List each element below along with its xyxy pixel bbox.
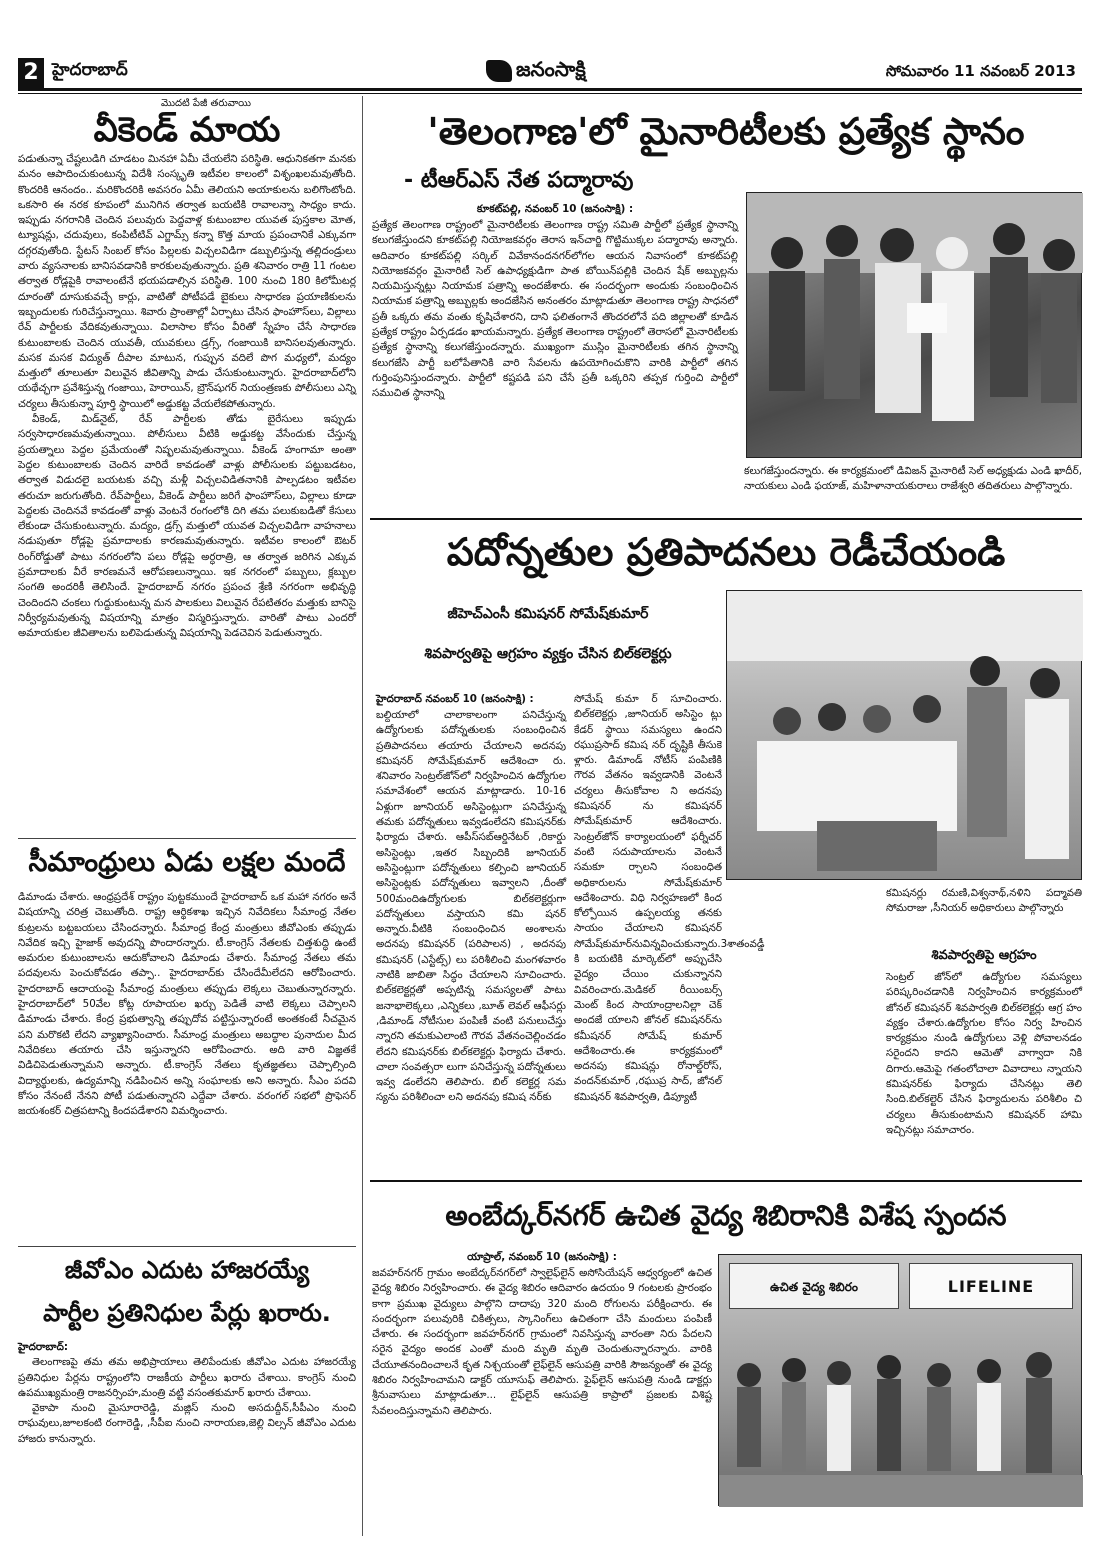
masthead-date: సోమవారం 11 నవంబర్ 2013 bbox=[885, 62, 1076, 80]
promotion-col-2a bbox=[574, 692, 765, 1103]
camp-article bbox=[372, 1266, 712, 1510]
camp-body: జవహర్‌నగర్ గ్రామం అంబేద్కర్‌నగర్‌లో స్వాలైఫ్‌లైన్ అసోసియేషన్ ఆధ్వర్యంలో ఉచిత వైద్య శిబిరం నిర్వహించారు. ఈ వైద్య శిబిరం ఆదివారం ఉదయం 9 గంటలకు ప్రారంభం కాగా ప్రముఖ వైద్యులు పాల్గొని దాదాపు 320 మంది రోగులను పరీక్షించారు. ఈ సందర్భంగా పలువురికి చికిత్సలు, స్కానింగ్‌లు ఉచితంగా చేసి మందులు పంపిణీ చేశారు. ఈ సందర్భంగా జవహర్‌నగర్ గ్రామంలో నివసిస్తున్న వారంతా నిరు పేదలని సరైన వైద్యం అందక ఎంతో మంది మృతి మృతి చెందుతున్నారన్నారు. వారికి చేయూతనందించాలనే కృత నిశ్చయంతో లైఫ్‌లైన్ ఆసుపత్రి వారికి సౌజన్యంతో ఈ వైద్య శిబిరం నిర్వహించామని డాక్టర్ యూసుఫ్ తెలిపారు. ఫైఫ్‌లైన్ ఆసుపత్రి నుండి డాక్టర్లు శ్రీనువాసులు మాట్లాడుతూ... లైఫ్‌లైన్ ఆసుపత్రి కాప్రాలో ప్రజలకు విశిష్ట సేవలందిస్తున్నామని తెలిపారు. bbox=[372, 1267, 712, 1417]
masthead-rule-thin bbox=[18, 93, 1082, 94]
gom-para-1: తెలంగాణపై తమ తమ అభిప్రాయాలు తెలిపేందుకు జీవోఎం ఎదుట హాజరయ్యే ప్రతినిధుల పేర్లను రాష్ట్రంలోని రాజకీయ పార్టీలు ఖరారు చేశాయి. కాంగ్రెస్ నుంచి ఉపముఖ్యమంత్రి రాజనర్సింహ,మంత్రి వట్టి వసంతకుమార్ ఖరారు చేశాయి. bbox=[18, 1356, 356, 1399]
masthead-rule bbox=[18, 88, 1082, 91]
seemandhra-para: డిమాండు చేశారు. ఆంధ్రప్రదేశ్ రాష్ట్రం పుట్టకముందే హైదరాబాద్ ఒక మహా నగరం అనే విషయాన్ని చరిత్ర చెబుతోంది. రాష్ట్ర ఆర్థికశాఖ ఇచ్చిన నివేదికలు సీమాంధ్ర నేతల కుట్రలను బట్టబయలు చేసిందన్నారు. సీమాంధ్ర కేంద్ర మంత్రులు జీవోఎంకు తప్పుడు నివేదిక ఇచ్చి హైజాక్ అవుదన్ని పొందారన్నారు. టీ.కాంగ్రెస్ నేతలకు చిత్తశుద్ధి ఉంటే అమరుల కుటుంబాలను ఆదుకోవాలని డిమాండు చేశారు. సీమాంధ్ర నేతలు తమ పదవులను పెంచుకోవడం తప్పా.. హైదరాబాద్‌కు చేసిందేమీలేదని ఆరోపించారు. హైదరాబాద్ ఆదాయంపై సీమాంధ్ర మంత్రులు తప్పుడు లెక్కలు చెబుతున్నారన్నారు. హైదరాబాద్‌లో 50వేల కోట్ల రూపాయల ఖర్చు పెడితే వాటి లెక్కలు చెప్పాలని డిమాండు చేశారు. కేంద్ర ప్రభుత్వాన్ని తప్పుదోవ పట్టిస్తున్నారంటే అంతకంటే నీచమైన పని మరొకటి లేదని వ్యాఖ్యానించారు. సీమాంధ్ర మంత్రులు అబద్ధాల పునాదుల మీద నివేదికలు తయారు చేసి ఇస్తున్నారని ఆరోపించారు. అది వారి విజ్ఞతకే విడిచిపెడుతున్నామని అన్నారు. టీ.కాంగ్రెస్ నేతలు కృతజ్ఞతలు చెప్పాల్సింది విద్యార్థులకు, ఉద్యమాన్ని నడిపించిన అన్ని సంఘాలకు అని అన్నారు. సీఎం పదవి కోసం నేనంటే నేనని పోటీ పడుతున్నారని ఎద్దేవా చేశారు. వరంగల్ సభలో ప్రొఫెసర్ జయశంకర్ చిత్రపటాన్ని కిందపడేశారని విమర్శించారు. bbox=[18, 891, 356, 1118]
promotion-col-2-text: సోమేష్ కుమా ర్ సూచించారు. బిల్‌కలెక్టర్లు ,జూనియర్ అసిస్టెం ట్లు కేడర్ స్థాయి సమస్యలు ఉందని రఘుప్రసాద్ కమిష నర్ దృష్టికి తీసుకె ళ్లారు. డిమాండ్ నోటీస్ పంపిణికి గౌరవ వేతనం ఇవ్వడానికి వెంటనే చర్యలు తీసుకోవాల ని అదనపు కమిషనర్ ను కమిషనర్ సోమేష్‌కుమార్ ఆదేశించారు. సెంట్రల్‌జోన్ కార్యాలయంలో ఫర్నీచర్ వంటి సదుపాయాలను వెంటనే సమకూ ర్చాలని సంబంధిత అధికారులను సోమేష్‌కుమార్ ఆదేశించారు. విధి నిర్వహణలో కింద కోల్పోయిన ఉప్పలయ్య తనకు సాయం చేయాలని కమిషనర్ సోమేష్‌కుమార్‌నువిన్నవించుకున్నారు.3శాతంవడ్డీ కి బయటికి మార్కెట్‌లో అప్పుచేసి వైద్యం చేయిం చుకున్నానని వివరించారు.మెడికల్ రీయింబర్స్ మెంట్ కింద సాయాంద్రాలనిల్లా చెక్ అందజే యాలని జోనల్ కమిషనర్‌ను కమీషనర్ సోమేష్ కుమార్ ఆదేశించారు.ఈ కార్యక్రమంలో అదనపు కమిషన్లు రోనాల్డ్‌రోస్, వందన్‌కుమార్ ,రఘుప్ర సాద్, జోనల్ కమిషనర్ శివపార్వతి, డిప్యూటీ bbox=[574, 693, 765, 1103]
camp-dateline-row bbox=[372, 1250, 712, 1265]
seemandhra-headline: సీమాంధ్రులు ఏడు లక్షల మందే bbox=[28, 847, 346, 878]
gom-article bbox=[18, 1340, 356, 1500]
logo-text: జనంసాక్షి bbox=[516, 56, 586, 81]
gom-para-2: వైకాపా నుంచి మైసూరారెడ్డి, మజ్లిస్ నుంచి అసదుద్దీన్,సీపీఎం నుంచి రాఘవులు,జూలకంటి రంగారెడ్డి, ,సీపీఐ నుంచి నారాయణ,జెల్లి విల్సన్ జీవోఎం ఎదుట హాజరు కానున్నారు. bbox=[18, 1402, 356, 1445]
minority-photo bbox=[746, 192, 1082, 458]
promotion-sidehead: శివపార్వతిపై ఆగ్రహం bbox=[931, 948, 1037, 963]
minority-article bbox=[372, 218, 738, 508]
newspaper-logo bbox=[486, 58, 641, 84]
column-divider bbox=[362, 96, 363, 1536]
divider bbox=[18, 1246, 356, 1247]
masthead-city: హైదరాబాద్ bbox=[52, 60, 128, 80]
camp-dateline: యాప్రాల్, నవంబర్ 10 (జనంసాక్షి) : bbox=[467, 1251, 617, 1263]
divider bbox=[370, 1180, 1082, 1182]
minority-body: ప్రత్యేక తెలంగాణ రాష్ట్రంలో మైనారిటీలకు తెలంగాణ రాష్ట్ర సమితి పార్టీలో ప్రత్యేక స్థానాన్ని కలుగజేస్తుందని కూకట్‌పల్లి నియోజకవర్గం తెరాస ఇన్‌చార్జి గొట్టిముక్కల పద్మారావు అన్నారు. ఆదివారం కూకట్‌పల్లి సర్కిల్ వివేకానందనగర్‌లోగల ఆయన నివాసంలో కూకట్‌పల్లి నియోజకవర్గం మైనారిటీ సెల్ ఉపాధ్యక్షుడిగా పాత బోయిన్‌పల్లికి చెందిన షేక్ అబ్బుల్లను నియమిస్తున్నట్లు నియామక పత్రాన్ని అందజేశారు. ఈ సందర్భంగా అందుకు సంబంధించిన నియామక పత్రాన్ని అబ్బుల్లకు అందజేసిన అనంతరం మాట్లాడుతూ తెలంగాణ రాష్ట్ర సాధనలో ప్రతీ ఒక్కరు తమ వంతు కృషిచేశారని, దాని ఫలితంగానే తొందరలోనే పది జిల్లాలతో కూడిన ప్రత్యేక రాష్ట్రం ఏర్పడడం ఖాయమన్నారు. ప్రత్యేక తెలంగాణ రాష్ట్రంలో తెరాసలో మైనారిటీలకు ప్రత్యేక స్థానాన్ని కలుగజేస్తుందన్నారు. ముఖ్యంగా ముస్లిం మైనారిటీలకు తగిన స్థానాన్ని కలుగజేసి పార్టీ బలోపేతానికి వారి సేవలను ఉపయోగించుకొని వారికి పార్టీలో తగిన గుర్తింపునిస్తుందన్నారు. పార్టీలో కష్టపడి పని చేసే ప్రతీ ఒక్కరిని తప్పక గుర్తించి పార్టీలో సముచిత స్థానాన్ని bbox=[372, 219, 738, 400]
promotion-col-3a bbox=[886, 886, 1082, 926]
page-number: 2 bbox=[18, 58, 44, 88]
promotion-subhead-1: జీహెచ్ఎంసీ కమిషనర్ సోమేష్‌కుమార్ bbox=[447, 606, 649, 622]
gom-headline-1: జీవోఎం ఎదుట హాజరయ్యే bbox=[64, 1256, 310, 1284]
weekend-para-2: వీకెండ్, మిడ్‌నైట్, రేవ్ పార్టీలకు తోడు బైరేసులు ఇప్పుడు సర్వసాధారణమవుతున్నాయి. పోలీసులు వీటికి అడ్డుకట్ట వేసేందుకు చేస్తున్న ప్రయత్నాలు పెద్దల ప్రమేయంతో నిష్ఫలమవుతున్నాయి. వీకెండ్ హంగామా అంతా పెద్దల కుటుంబాలకు చెందిన వారిదే కావడంతో వాళ్లు పోలీసులకు పట్టుబడటం, తర్వాత విడుదలై బయటకు వచ్చి మళ్లీ విచ్చలవిడితనానికి పాల్పడటం ఇటీవల తరుచూ జరుగుతోంది. రేవ్‌పార్టీలు, వీకెండ్ పార్టీలు జరిగే ఫాంహౌస్‌లు, విల్లాలు కూడా పెద్దలకు చెందినవే కావడంతో వాళ్లు వెంటనే రంగంలోకి దిగి తమ పలుకుబడితో కేసులు లేకుండా చేసుకుంటున్నారు. మద్యం, డ్రగ్స్ మత్తులో యువత విచ్చలవిడిగా వాహనాలు నడుపుతూ రోడ్లపై ప్రమాదాలకు కారణమవుతున్నారు. ఇటీవల కాలంలో ఔటర్ రింగ్‌రోడ్డుతో పాటు నగరంలోని పలు రోడ్లపై అర్ధరాత్రి, ఆ తర్వాత జరిగిన ఎక్కువ ప్రమాదాలకు వీరే కారణమనే ఆరోపణలున్నాయి. ఇక నగరంలో పబ్బులు, క్లబ్బుల సంగతి అందరికీ తెలిసిందే. హైదరాబాద్ నగరం ప్రపంచ శ్రేణి నగరంగా అభివృద్ధి చెందిందని చంకలు గుద్దుకుంటున్న మన పాలకులు విలువైన రేపటితరం మత్తుకు బానిసై నిర్వీర్యమవుతున్న విషయాన్ని మాత్రం విస్మరిస్తున్నారు. వారితో పాటు ఎందరో అమాయకుల జీవితాలను బలిపెడుతున్న విషయాన్ని పెడచెవిన పెడుతున్నారు. bbox=[18, 413, 356, 640]
minority-dateline-row bbox=[372, 202, 738, 217]
promotion-col-3a-text: కమిషనర్లు రమణి,విశ్వనాథ్,నళిని పద్మావతి సోమరాజు ,సీనియర్ అధికారులు పాల్గొన్నారు bbox=[886, 887, 1082, 915]
promotion-col-1-text: బల్దియాలో చాలాకాలంగా పనిచేస్తున్న ఉద్యోగులకు పదోన్నతులకు సంబంధించిన ప్రతిపాదనలు తయారు చేయాలని అదనపు కమిషనర్ సోమేష్‌కుమార్ ఆదేశించా రు. శనివారం సెంట్రల్‌జోన్‌లో నిర్వహించిన ఉద్యోగుల సమావేశంలో ఆయన మాట్లాడారు. 10-16 ఏళ్లుగా జూనియర్ అసిస్టెంట్లుగా పనిచేస్తున్న తమకు పదోన్నతులు ఇవ్వడంలేదని కమిషనర్‌కు ఫిర్యాదు చేశారు. ఆపీస్‌సబ్‌ఆర్డినేటర్ ,రికార్డు అసిస్టెంట్లు ,ఇతర సిబ్బందికి జూనియర్ అసిస్టెంట్లుగా పదోన్నతులు కల్పించి జూనియర్ అసిస్టెంట్లకు పదోన్నతులు ఇవ్వాలని ,దీంతో 500మందిఉద్యోగులకు బిల్‌కలెక్టర్లుగా పదోన్నతులు వస్తాయని కమి షనర్ అన్నారు.వీటికి సంబంధించిన అంశాలను అదనపు కమిషనర్ (పరిపాలన) , అదనపు కమిషనర్ (ఎస్టేట్స్) లు పరిశీలించి మంగళవారం నాటికి జాబితా సిద్ధం చేయాలని సూచించారు. బిల్‌కలెక్టర్లతో అప్పటిన్న సమస్యలతో పాటు జనాభాలెక్కలు ,ఎన్నికలు ,బూత్ లెవల్ ఆఫీసర్లు ,డిమాండ్ నోటీసుల పంపిణీ వంటి పనులుచేస్తు న్నారని తమకుఎలాంటి గౌరవ వేతనంచెల్లించడం లేదని కమిషనర్‌కు బిల్‌కలెక్టర్లు ఫిర్యాదు చేశారు. చాలా సంవత్సరా లుగా పనిచేస్తున్న పదోన్నతులు ఇవ్వ డంలేదని తెలిపారు. బిల్ కలెక్టర్ల సమ స్యను పరిశీలించా లని అదనపు కమిష నర్‌కు bbox=[376, 709, 566, 1104]
seemandhra-article bbox=[18, 890, 356, 1244]
minority-headline: 'తెలంగాణ'లో మైనారిటీలకు ప్రత్యేక స్థానం bbox=[427, 110, 1025, 153]
promotion-col-3b-text: సెంట్రల్ జోన్‌లో ఉద్యోగుల సమస్యలు పరిష్కరించడానికి నిర్వహించిన కార్యక్రమంలో జోనల్ కమిషనర్ శివపార్వతి బిల్‌కలెక్టర్లు ఆగ్ర హం వ్యక్తం చేశారు.ఉద్యోగుల కోసం నిర్వ హించిన కార్యక్రమం నుండి ఉద్యోగులు వెళ్లి పోవాలనడం సరైందని కాదని ఆమెతో వాగ్వాదా నికి దిగారు.ఆమెపై గతంలోచాలా వివాదాలు న్నాయని కమిషనర్‌కు ఫిర్యాదు చేసినట్లు తెలి సింది.బిల్‌కల్టెర్ చేసిన ఫిర్యాదులను పరిశీలిం చి చర్యలు తీసుకుంటామని కమిషనర్ హామి ఇచ్చినట్లు సమాచారం. bbox=[886, 971, 1082, 1136]
minority-dateline: కూకట్‌పల్లి, నవంబర్ 10 (జనంసాక్షి) : bbox=[476, 203, 634, 215]
camp-headline: అంబేద్కర్‌నగర్ ఉచిత వైద్య శిబిరానికి విశేష స్పందన bbox=[445, 1199, 1007, 1232]
logo-emblem-icon bbox=[486, 60, 512, 82]
minority-subhead: - టీఆర్ఎస్ నేత పద్మారావు bbox=[404, 168, 634, 193]
promotion-col-1 bbox=[376, 708, 566, 1176]
crowd-photo-icon bbox=[719, 1315, 1083, 1507]
weekend-article bbox=[18, 152, 356, 835]
camp-photo bbox=[718, 1254, 1082, 1506]
group-photo-icon bbox=[747, 193, 1083, 459]
minority-body-cont: కలుగజేస్తుందన్నారు. ఈ కార్యక్రమంలో డివిజన్ మైనారిటీ సెల్ అధ్యక్షుడు ఎండి ఖాదీర్, నాయకులు ఎండి ఫయాజ్, మహిళానాయకురాలు రాజేశ్వరి తదితరులు పాల్గొన్నారు. bbox=[744, 465, 1082, 493]
camp-banner-1: ఉచిత వైద్య శిబిరం bbox=[729, 1263, 899, 1309]
promotion-col-3b bbox=[886, 970, 1082, 1176]
divider bbox=[18, 838, 356, 839]
gom-headline-2: పార్టీల ప్రతినిధుల పేర్లు ఖరారు. bbox=[43, 1299, 331, 1327]
promotion-dateline: హైదరాబాద్ నవంబర్ 10 (జనంసాక్షి) : bbox=[376, 693, 534, 705]
promotion-subhead-2: శివపార్వతిపై ఆగ్రహం వ్యక్తం చేసిన బిల్‌కలెక్టర్లు bbox=[424, 646, 672, 662]
promotion-headline: పదోన్నతుల ప్రతిపాదనలు రెడీచేయండి bbox=[446, 530, 1006, 574]
promotion-photo bbox=[726, 590, 1082, 880]
divider bbox=[370, 518, 1082, 520]
weekend-para-1: పడుతున్నా చేష్టలుడిగి చూడటం మినహా ఏమీ చేయలేని పరిస్థితి. ఆధునికతగా మనకు మనం ఆపాదించుకుంటున్న విదేశీ సంస్కృతి ఇటీవల కాలంలో విశృంఖలమవుతోంది. కొందరికి ఆనందం.. మరికొందరికి అవసరం ఏమీ తెలియని అయాకులను బలిగొంటోంది. ఒకసారి ఈ నరక కూపంలో మునిగిన తర్వాత బయటికి రావాలన్నా సాధ్యం కాదు. ఇప్పుడు నగరానికి చెందిన పలువురు పెద్దవాళ్ల కుటుంబాల యువత పుస్తకాల మోత, ట్యూషన్లు, చదువులు, కంపిటీటివ్ ఎగ్జామ్స్ కన్నా కొత్త మాయ ప్రపంచానికే ఎక్కువగా దగ్గరవుతోంది. స్టేటస్ సింబల్ కోసం పిల్లలకు విచ్చలవిడిగా డబ్బులిస్తున్న తల్లిదండ్రులు వారు వ్యసనాలకు బానిసవడానికి కారకులవుతున్నారు. ప్రతి శనివారం రాత్రి 11 గంటల తర్వాత రోడ్లపైకి రావాలంటేనే భయపడాల్సిన పరిస్థితి. 100 నుంచి 180 కిలోమీటర్ల దూరంతో దూసుకువచ్చే కార్లు, వాటితో పోటీపడే బైకులు సాధారణ ప్రయాణికులను ఇబ్బందులకు గురిచేస్తున్నాయి. శివారు ప్రాంతాల్లో ఏర్పాటు చేసిన ఫాంహౌస్‌లు, విల్లాలు రేవ్ పార్టీలకు వేదికవుతున్నాయి. విలాసాల కోసం వీరితో స్నేహం చేసే సాధారణ కుటుంబాలకు చెందిన యువతీ, యువకులు డ్రగ్స్, గంజాయికి బానిసలవుతున్నారు. మసక మసక విద్యుత్ దీపాల మాటున, గుప్పున వదిలే పొగ మధ్యలో, మద్యం మత్తులో తూలుతూ విలువైన జీవితాన్ని పాడు చేసుకుంటున్నారు. హైదరాబాద్‌లోని యథేచ్ఛగా ప్రవేశిస్తున్న గంజాయి, హెరాయిన్, బ్రౌన్‌షుగర్ నియంత్రణకు పోలీసులు ఎన్ని చర్యలు తీసుకున్నా పూర్తి స్థాయిలో అడ్డుకట్ట వేయలేకపోతున్నారు. bbox=[18, 153, 356, 410]
weekend-headline: వీకెండ్ మాయ bbox=[93, 110, 281, 150]
minority-article-cont bbox=[744, 464, 1082, 512]
continuation-label: మొదటి పేజీ తరువాయి bbox=[160, 98, 252, 109]
promotion-col-2b bbox=[574, 884, 894, 1176]
meeting-photo-icon bbox=[727, 591, 1083, 881]
camp-banner-2: LIFELINE bbox=[909, 1263, 1073, 1309]
gom-dateline: హైదరాబాద్: bbox=[18, 1341, 68, 1353]
